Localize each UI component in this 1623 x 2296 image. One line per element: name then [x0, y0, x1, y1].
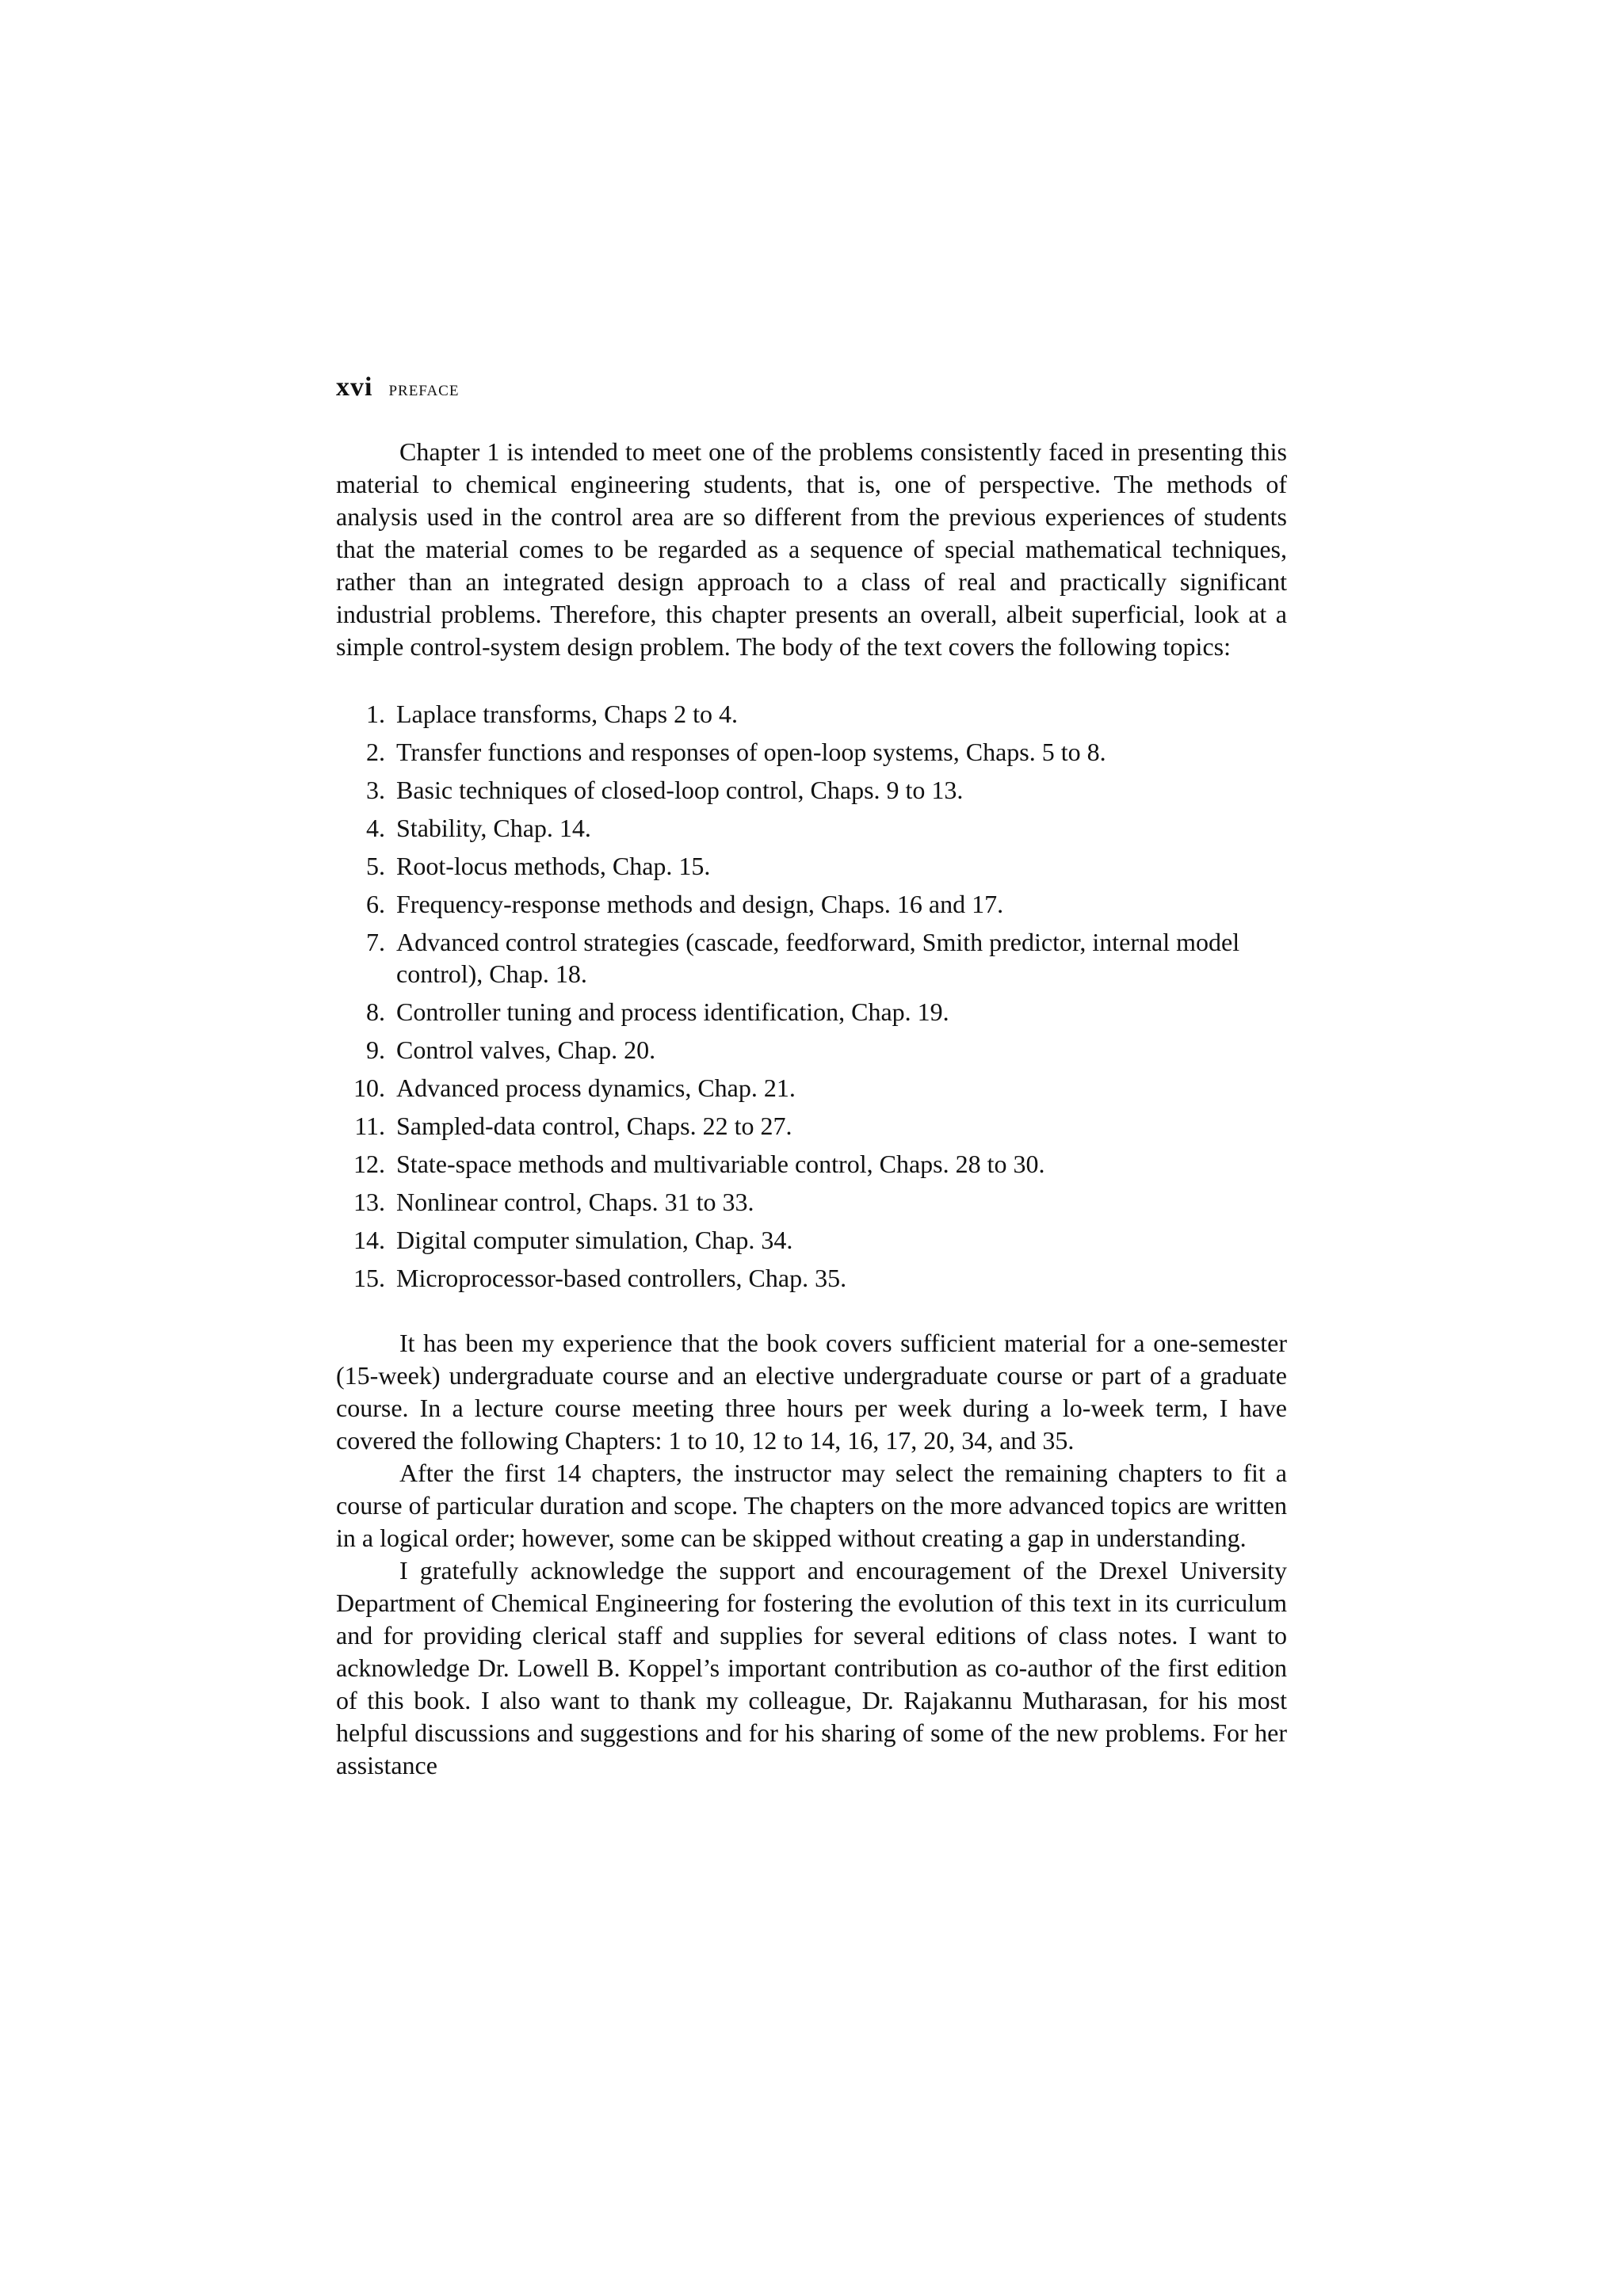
- topic-number: 13.: [353, 1188, 385, 1216]
- topic-text: Control valves, Chap. 20.: [396, 1035, 656, 1064]
- list-item: [336, 809, 1287, 847]
- topic-number: 2.: [366, 738, 385, 766]
- topic-number: 8.: [366, 997, 385, 1026]
- list-item: [336, 1107, 1287, 1145]
- topic-text: Laplace transforms, Chaps 2 to 4.: [396, 700, 738, 728]
- intro-paragraph: Chapter 1 is intended to meet one of the problems consistently faced in presenting this material to chemical engineering students, that is, one of perspective. The methods of analysis used in the control area are so different from the previous experiences of students that the material comes to be regarded as a sequence of special mathematical techniques, rather than an integrated design approach to a class of real and practically significant industrial problems. Therefore, this chapter presents an overall, albeit superficial, look at a simple control-system design problem. The body of the text covers the following topics:: [336, 437, 1287, 661]
- list-item: [336, 1031, 1287, 1069]
- book-page: [336, 372, 1287, 1782]
- topic-number: 7.: [366, 928, 385, 956]
- topic-text: State-space methods and multivariable control, Chaps. 28 to 30.: [396, 1150, 1045, 1178]
- topic-text: Frequency-response methods and design, Chaps. 16 and 17.: [396, 890, 1004, 918]
- list-item: [336, 1145, 1287, 1183]
- running-head: PREFACE: [388, 383, 460, 399]
- list-item: [336, 771, 1287, 809]
- topic-text: Controller tuning and process identification, Chap. 19.: [396, 997, 949, 1026]
- topic-text: Basic techniques of closed-loop control, Chaps. 9 to 13.: [396, 776, 964, 804]
- list-item: [336, 695, 1287, 733]
- topic-text: Nonlinear control, Chaps. 31 to 33.: [396, 1188, 754, 1216]
- topic-number: 12.: [353, 1150, 385, 1178]
- list-item: [336, 923, 1287, 993]
- topic-text: Stability, Chap. 14.: [396, 814, 591, 842]
- topic-text: Digital computer simulation, Chap. 34.: [396, 1226, 793, 1254]
- topic-number: 14.: [353, 1226, 385, 1254]
- topic-text: Advanced control strategies (cascade, feedforward, Smith predictor, internal model control), Chap. 18.: [396, 928, 1240, 988]
- list-item: [336, 847, 1287, 885]
- topic-text: Transfer functions and responses of open-loop systems, Chaps. 5 to 8.: [396, 738, 1106, 766]
- topic-number: 5.: [366, 852, 385, 880]
- list-item: [336, 1183, 1287, 1221]
- topic-number: 4.: [366, 814, 385, 842]
- topic-number: 9.: [366, 1035, 385, 1064]
- topic-text: Advanced process dynamics, Chap. 21.: [396, 1074, 796, 1102]
- topic-text: Root-locus methods, Chap. 15.: [396, 852, 711, 880]
- list-item: [336, 993, 1287, 1031]
- topics-list: [336, 695, 1287, 1297]
- topic-text: Microprocessor-based controllers, Chap. 35.: [396, 1264, 847, 1292]
- topic-number: 11.: [354, 1112, 385, 1140]
- list-item: [336, 1259, 1287, 1297]
- topic-number: 15.: [353, 1264, 385, 1292]
- page-number: xvi: [336, 372, 373, 402]
- list-item: [336, 1069, 1287, 1107]
- topic-number: 10.: [353, 1074, 385, 1102]
- topic-text: Sampled-data control, Chaps. 22 to 27.: [396, 1112, 792, 1140]
- topic-number: 1.: [366, 700, 385, 728]
- remaining-chapters-paragraph: After the first 14 chapters, the instructor may select the remaining chapters to fit a course of particular duration and scope. The chapters on the more advanced topics are written in a logical order; however, some can be skipped without creating a gap in understanding.: [336, 1459, 1287, 1552]
- page-header: [336, 372, 1287, 420]
- acknowledgement-paragraph: I gratefully acknowledge the support and encouragement of the Drexel University Department of Chemical Engineering for fostering the evolution of this text in its curriculum and for providing clerical staff and supplies for several editions of class notes. I want to acknowledge Dr. Lowell B. Koppel’s important contribution as co-author of the first edition of this book. I also want to thank my colleague, Dr. Rajakannu Mutharasan, for his most helpful discussions and suggestions and for his sharing of some of the new problems. For her assistance: [336, 1556, 1287, 1779]
- list-item: [336, 1221, 1287, 1259]
- topic-number: 6.: [366, 890, 385, 918]
- topic-number: 3.: [366, 776, 385, 804]
- list-item: [336, 885, 1287, 923]
- list-item: [336, 733, 1287, 771]
- experience-paragraph: It has been my experience that the book covers sufficient material for a one-semester (15-week) undergraduate course and an elective undergraduate course or part of a graduate course. In a lecture course meeting three hours per week during a lo-week term, I have covered the following Chapters: 1 to 10, 12 to 14, 16, 17, 20, 34, and 35.: [336, 1329, 1287, 1455]
